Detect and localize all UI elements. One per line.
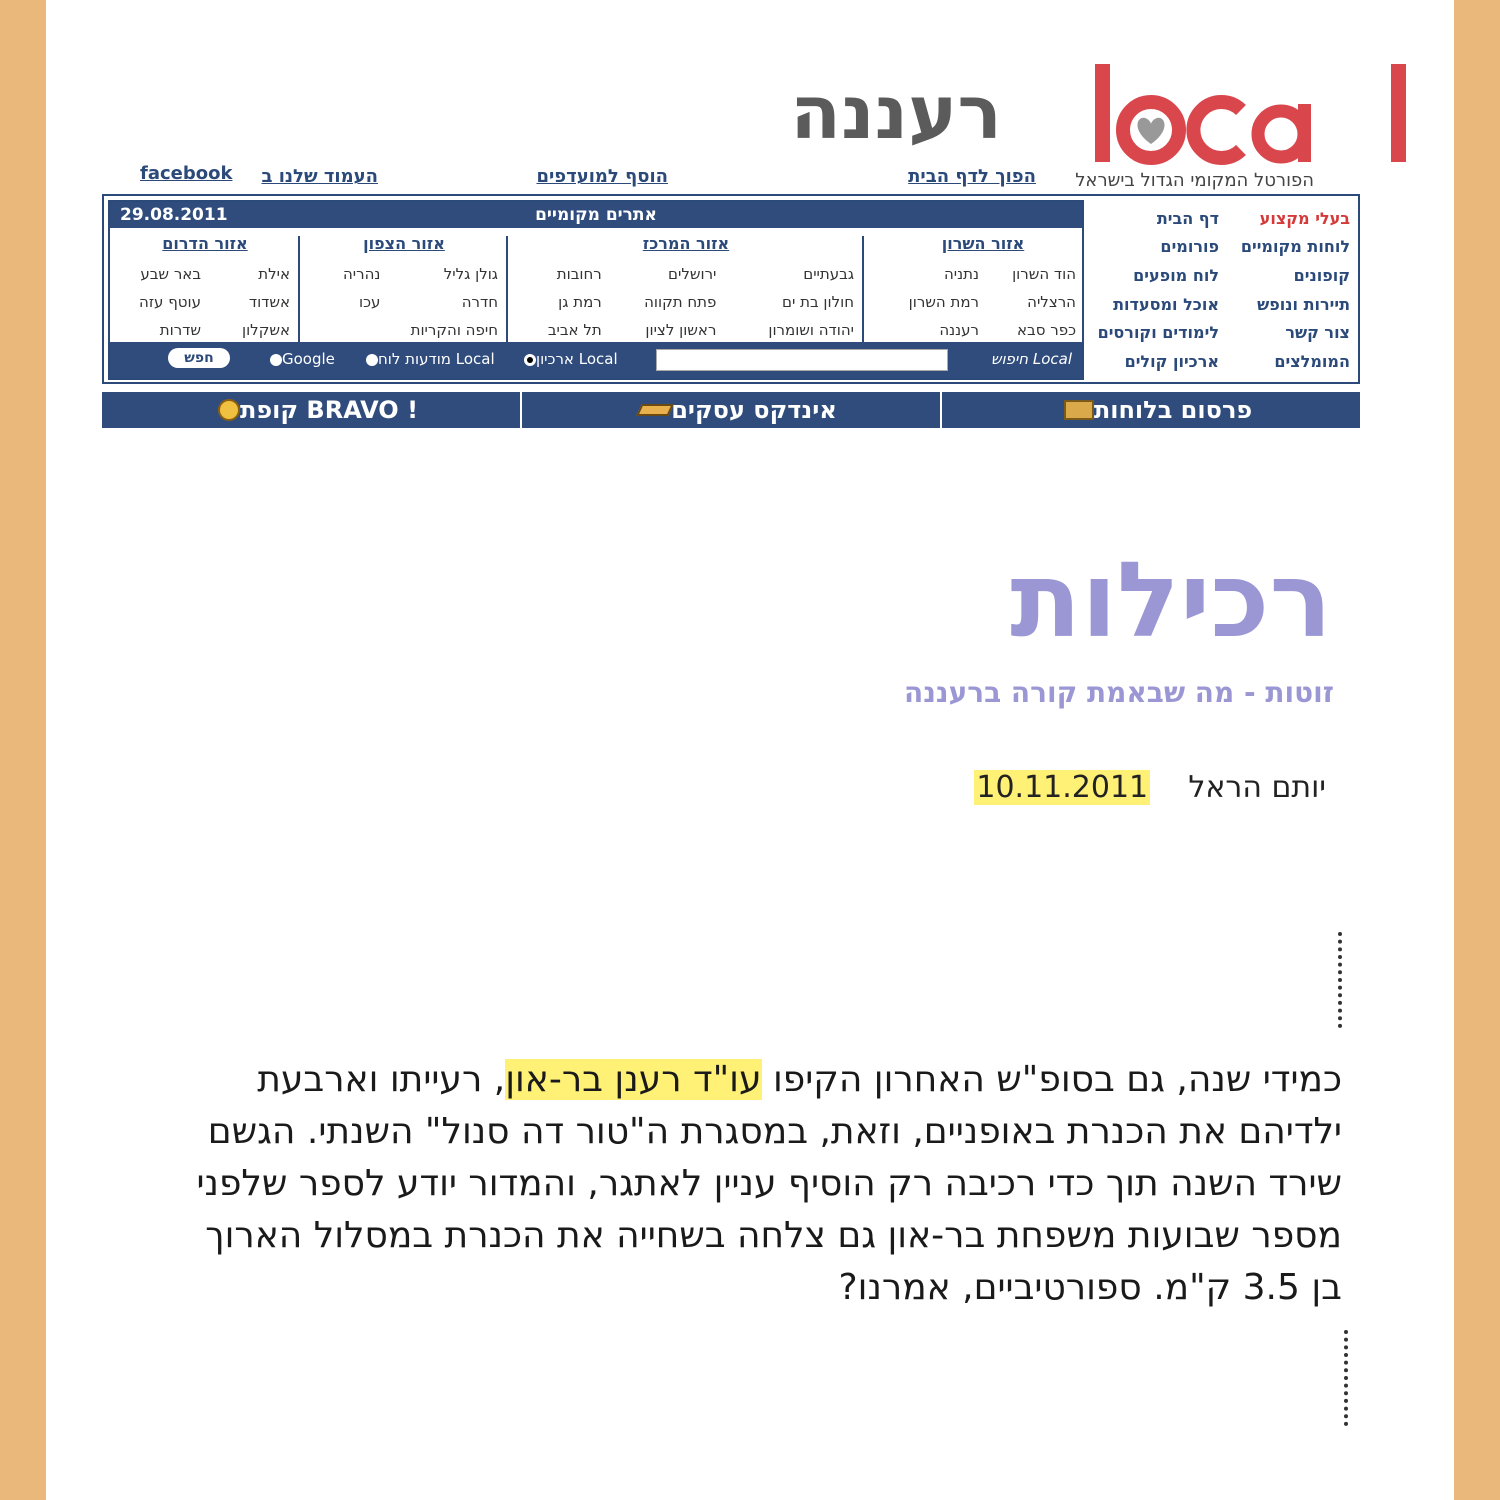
city-link[interactable]: כפר סבא	[1017, 321, 1076, 339]
city-link[interactable]: פתח תקווה	[644, 293, 717, 311]
radio-icon[interactable]	[366, 354, 378, 366]
city-link[interactable]: רחובות	[556, 265, 602, 283]
city-link[interactable]: ירושלים	[668, 265, 717, 283]
body-text: כמידי שנה, גם בסופ"ש האחרון הקיפו	[761, 1059, 1342, 1100]
sidebar-link[interactable]: לוחות מקומיים	[1240, 237, 1350, 257]
city-link[interactable]: רעננה	[939, 321, 979, 339]
city-link[interactable]: נתניה	[943, 265, 979, 283]
scanned-page	[46, 0, 1454, 1500]
radio-icon[interactable]	[270, 354, 282, 366]
tab-business-index[interactable]	[520, 392, 940, 428]
folder-icon	[636, 404, 674, 416]
sidebar-link[interactable]: לוח מופעים	[1133, 265, 1219, 285]
city-link[interactable]: שדרות	[159, 321, 201, 339]
region-divider	[862, 236, 864, 346]
city-link[interactable]: גולן גליל	[443, 265, 498, 283]
city-link[interactable]: הרצליה	[1027, 293, 1076, 311]
board-icon	[1064, 400, 1094, 420]
search-input[interactable]	[656, 349, 948, 371]
city-link[interactable]: באר שבע	[140, 265, 201, 283]
region-title[interactable]: אזור הדרום	[162, 234, 248, 253]
set-homepage-link[interactable]: הפוך לדף הבית	[908, 166, 1036, 187]
search-label: חיפוש Local	[990, 350, 1072, 368]
sidebar-link[interactable]: צור קשר	[1285, 323, 1350, 343]
city-link[interactable]: נהריה	[342, 265, 381, 283]
tab-bravo[interactable]	[102, 392, 520, 428]
city-link[interactable]: יהודה ושומרון	[768, 321, 854, 339]
local-logo[interactable]	[1091, 58, 1409, 166]
region-north	[306, 234, 502, 346]
sidebar-link[interactable]: פורומים	[1160, 237, 1219, 257]
local-sites-title: אתרים מקומיים	[535, 205, 657, 225]
city-link[interactable]: אילת	[258, 265, 290, 283]
region-title[interactable]: אזור הצפון	[363, 234, 445, 253]
local-sites-header	[110, 202, 1082, 228]
sidebar-link[interactable]: ארכיון קולים	[1124, 351, 1219, 371]
feature-tabs	[102, 392, 1360, 428]
city-link[interactable]: חולון בת ים	[782, 293, 854, 311]
sidebar-link[interactable]: המומלצים	[1274, 351, 1350, 371]
search-option-google[interactable]	[264, 350, 335, 368]
city-link[interactable]: אשדוד	[248, 293, 290, 311]
body-highlight: עו"ד רענן בר-און	[505, 1059, 762, 1100]
our-page-link[interactable]: העמוד שלנו ב	[261, 166, 378, 187]
add-favorites-link[interactable]: הוסף למועדפים	[536, 166, 668, 187]
search-option-label: ארכיון Local	[536, 350, 618, 368]
logo-tagline: הפורטל המקומי הגדול בישראל	[1075, 170, 1314, 191]
search-button[interactable]: חפש	[168, 348, 230, 368]
header-date: 29.08.2011	[120, 205, 228, 225]
tab-label: פרסום בלוחות	[1093, 396, 1253, 424]
tab-board-ads[interactable]	[940, 392, 1360, 428]
sidebar-link[interactable]: בעלי מקצוע	[1259, 208, 1350, 228]
article-date: 10.11.2011	[976, 770, 1149, 805]
byline	[974, 770, 1326, 805]
radio-selected-icon[interactable]	[524, 354, 536, 366]
region-divider	[506, 236, 508, 346]
article-subtitle: זוטות - מה שבאמת קורה ברעננה	[903, 676, 1334, 709]
logo-city: רעננה	[790, 70, 1002, 156]
tab-label: אינדקס עסקים	[671, 396, 837, 424]
region-south	[116, 234, 294, 346]
navigation-panel	[102, 194, 1360, 384]
article-title: רכילות	[1010, 539, 1332, 661]
search-bar	[110, 342, 1082, 378]
region-center	[514, 234, 858, 346]
dotted-separator	[1338, 932, 1342, 1028]
search-option-label: מודעות לוח Local	[378, 350, 495, 368]
facebook-link[interactable]: facebook	[140, 163, 233, 184]
city-link[interactable]: גבעתיים	[803, 265, 854, 283]
body-text: , רעייתו וארבעת ילדיהם את הכנרת באופניים, וזאת, במסגרת ה"טור דה סנול" השנתי. הגשם שירד השנה תוך כדי רכיבה רק הוסיף עניין לאתגר, והמדור יודע לספר שלפני מספר שבועות משפחת בר-און גם צלחה בשחייה את הכנרת במסלול הארוך בן 3.5 ק"מ. ספורטיביים, אמרנו?	[196, 1059, 1342, 1308]
sidebar-link[interactable]: לימודים וקורסים	[1097, 323, 1219, 343]
author-name: יותם הראל	[1188, 770, 1326, 805]
city-link[interactable]: רמת השרון	[908, 293, 979, 311]
sidebar-link[interactable]: אוכל ומסעדות	[1113, 294, 1219, 314]
city-link[interactable]	[306, 316, 384, 344]
city-link[interactable]: הוד השרון	[1012, 265, 1076, 283]
city-link[interactable]: רמת גן	[558, 293, 602, 311]
local-sites-box	[108, 200, 1084, 380]
city-link[interactable]: ראשון לציון	[645, 321, 717, 339]
region-title[interactable]: אזור השרון	[941, 234, 1025, 253]
city-link[interactable]: חדרה	[461, 293, 498, 311]
city-link[interactable]: אשקלון	[242, 321, 290, 339]
city-link[interactable]: חיפה והקריות	[410, 321, 498, 339]
city-link[interactable]: עוטף עזה	[139, 293, 201, 311]
region-divider	[298, 236, 300, 346]
search-option-ads[interactable]	[360, 350, 495, 368]
region-title[interactable]: אזור המרכז	[642, 234, 730, 253]
city-link[interactable]: תל אביב	[547, 321, 602, 339]
sidebar-links	[1088, 204, 1350, 376]
dotted-separator	[1344, 1330, 1348, 1426]
article-body	[182, 1054, 1342, 1314]
city-link[interactable]: עכו	[358, 293, 381, 311]
tab-label: קופת BRAVO !	[239, 396, 419, 424]
face-icon	[218, 399, 240, 421]
sidebar-link[interactable]: קופונים	[1293, 265, 1350, 285]
sidebar-link[interactable]: דף הבית	[1156, 208, 1219, 228]
search-option-archive[interactable]	[518, 350, 618, 368]
sidebar-link[interactable]: תיירות ונופש	[1257, 294, 1350, 314]
region-sharon	[886, 234, 1080, 346]
search-option-label: Google	[282, 350, 335, 368]
